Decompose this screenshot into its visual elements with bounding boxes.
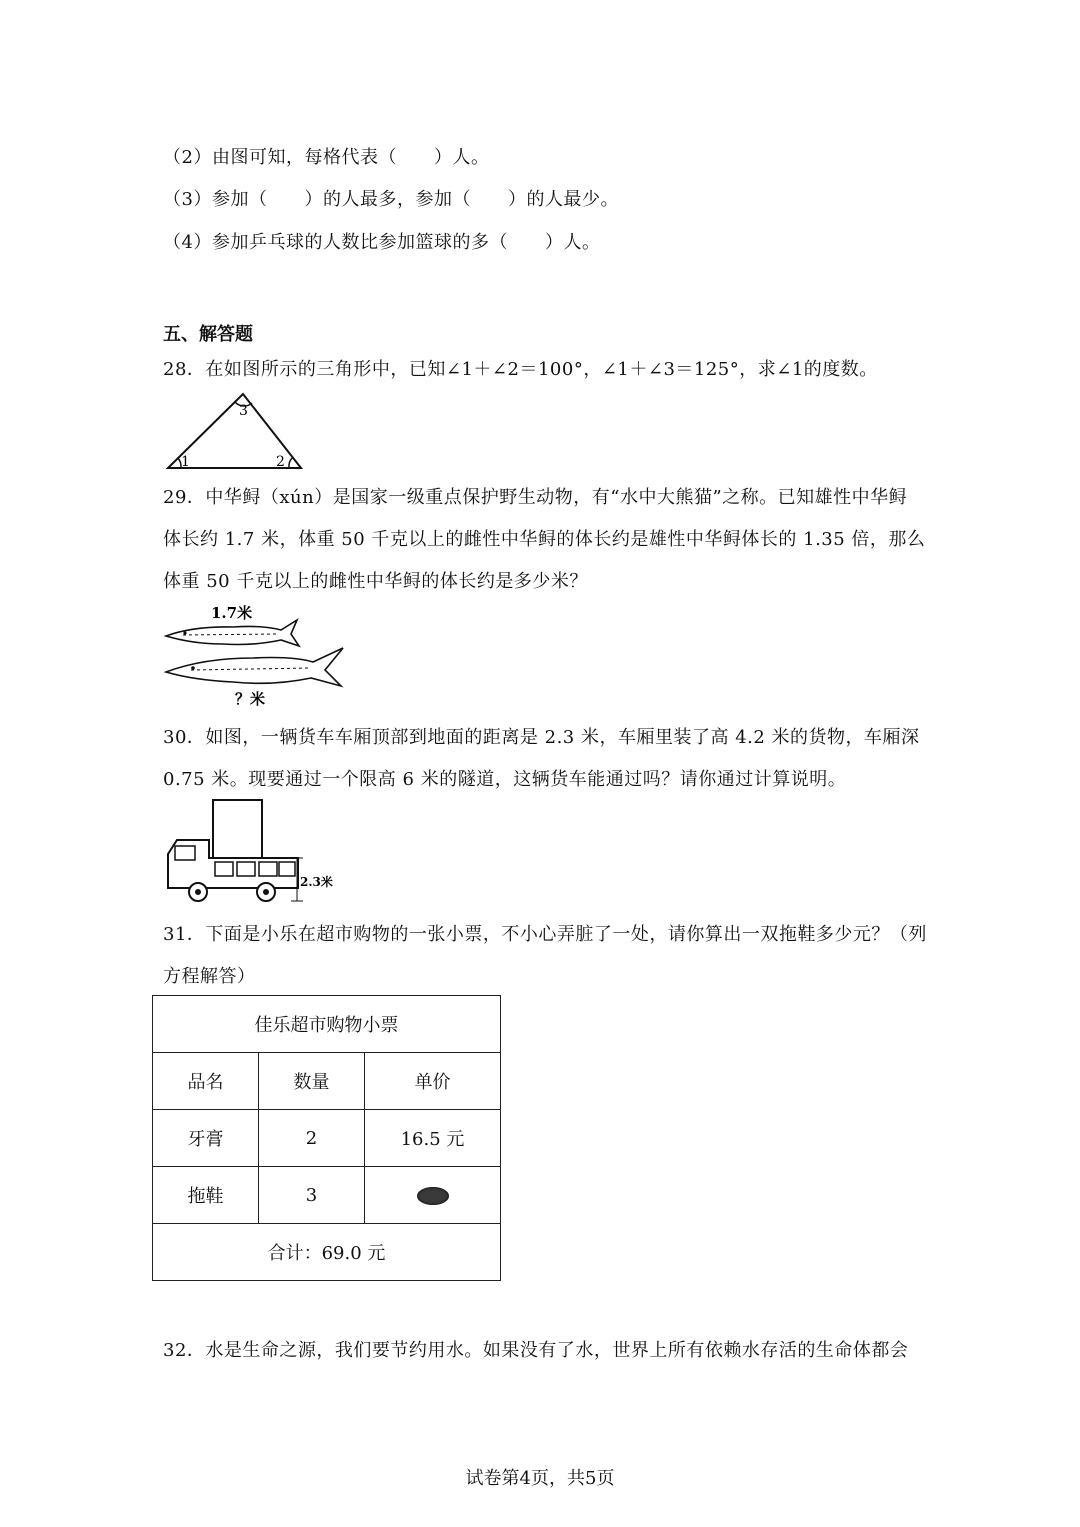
question-27-part-2: （2）由图可知，每格代表（ ）人。 [163,147,490,168]
receipt-total: 合计：69.0 元 [153,1224,501,1281]
cargo-box [213,800,262,858]
male-sturgeon-icon [166,620,299,646]
row-2-name: 拖鞋 [153,1167,259,1224]
male-length-label: 1.7米 [211,604,253,622]
section-heading: 五、解答题 [163,324,253,345]
row-1-qty: 2 [259,1110,365,1167]
question-30-line-1: 30．如图，一辆货车车厢顶部到地面的距离是 2.3 米，车厢里装了高 4.2 米的货物，车厢深 [163,727,920,748]
ink-stain-blot [417,1187,449,1205]
row-2-price [365,1167,501,1224]
header-unit-price: 单价 [365,1053,501,1110]
angle-2-label: 2 [276,454,285,470]
row-2-qty: 3 [259,1167,365,1224]
question-28-text: 28．在如图所示的三角形中，已知∠1＋∠2＝100°，∠1＋∠3＝125°，求∠1的度数。 [163,359,878,380]
female-sturgeon-icon [166,648,343,686]
angle-3-label: 3 [239,403,248,419]
question-32-line-1: 32．水是生命之源，我们要节约用水。如果没有了水，世界上所有依赖水存活的生命体都会 [163,1340,909,1361]
table-row [153,1167,501,1224]
angle-2-arc [289,458,292,468]
header-item-name: 品名 [153,1053,259,1110]
table-row [153,1110,501,1167]
angle-1-label: 1 [181,454,190,470]
header-quantity: 数量 [259,1053,365,1110]
question-27-part-4: （4）参加乒乓球的人数比参加篮球的多（ ）人。 [163,232,601,253]
truck-figure [163,796,343,906]
question-30-line-2: 0.75 米。现要通过一个限高 6 米的隧道，这辆货车能通过吗？请你通过计算说明。 [163,769,847,790]
triangle-figure [163,388,308,472]
question-29-line-3: 体重 50 千克以上的雌性中华鲟的体长约是多少米？ [163,571,588,592]
question-27-part-3: （3）参加（ ）的人最多，参加（ ）的人最少。 [163,189,619,210]
question-29-line-1: 29．中华鲟（xún）是国家一级重点保护野生动物，有“水中大熊猫”之称。已知雄性中华鲟 [163,487,908,508]
question-29-line-2: 体长约 1.7 米，体重 50 千克以上的雌性中华鲟的体长约是雄性中华鲟体长的 1.35 倍，那么 [163,529,926,550]
receipt-table [152,995,501,1281]
female-length-label: ？米 [235,690,266,708]
height-label: 2.3米 [300,875,333,889]
question-31-line-1: 31．下面是小乐在超市购物的一张小票，不小心弄脏了一处，请你算出一双拖鞋多少元？（列 [163,924,927,945]
sturgeon-figure [163,600,353,710]
row-1-name: 牙膏 [153,1110,259,1167]
truck-icon [168,800,298,901]
page-footer: 试卷第4页，共5页 [465,1468,615,1489]
row-1-price: 16.5 元 [365,1110,501,1167]
receipt-title: 佳乐超市购物小票 [153,996,501,1053]
question-31-line-2: 方程解答） [163,966,256,987]
